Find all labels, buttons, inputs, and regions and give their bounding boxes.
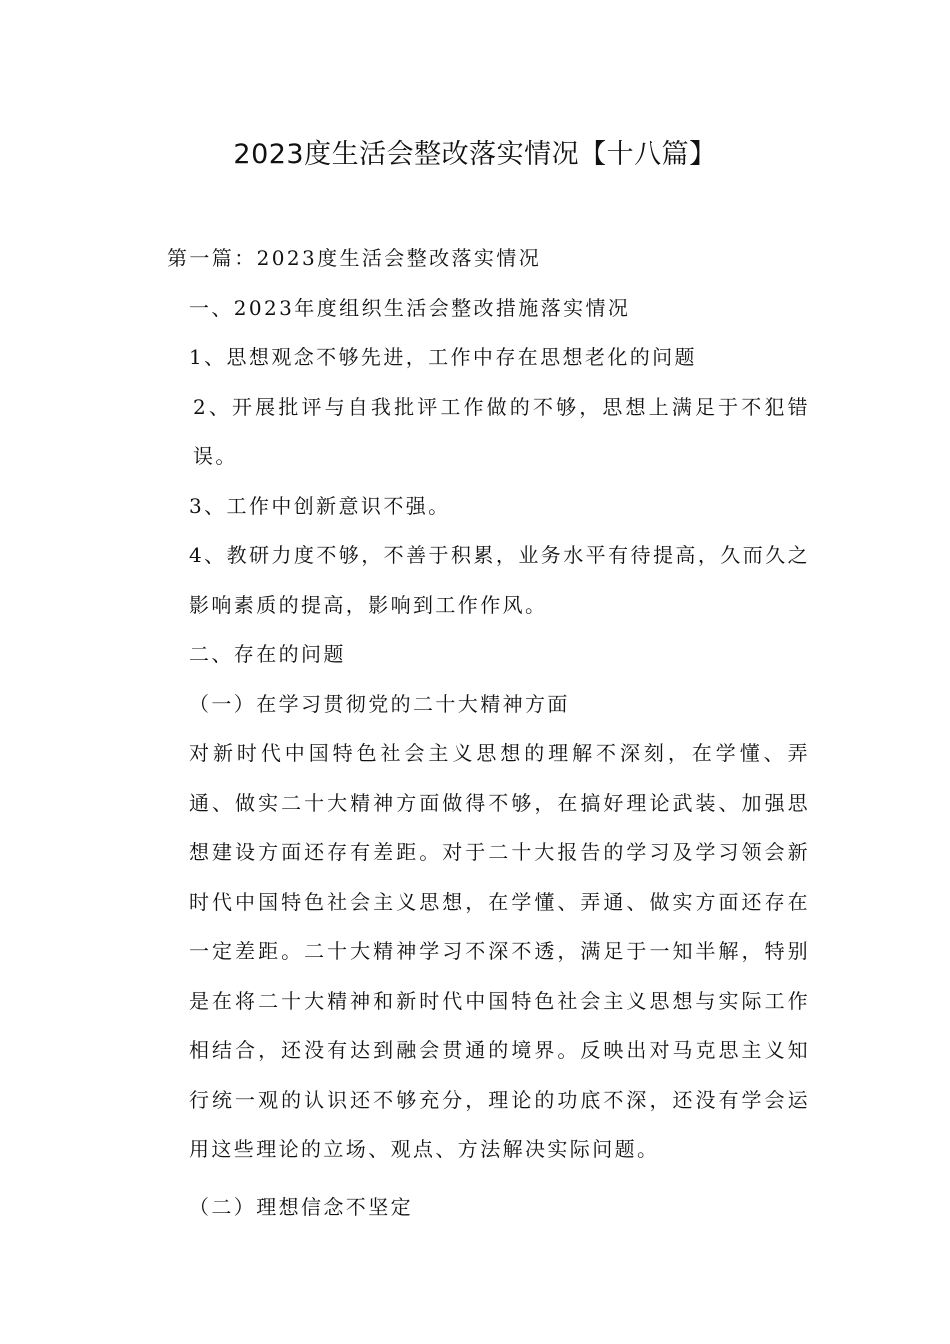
paragraph-item-3: 3、工作中创新意识不强。: [189, 493, 451, 518]
paragraph-subsection-heading-1: （一）在学习贯彻党的二十大精神方面: [189, 691, 570, 716]
paragraph-section-heading-2: 二、存在的问题: [189, 642, 346, 666]
document-title: 2023度生活会整改落实情况【十八篇】: [233, 139, 717, 170]
paragraph-chapter-heading: 第一篇：2023度生活会整改落实情况: [167, 246, 542, 270]
paragraph-item-4: 4、教研力度不够，不善于积累，业务水平有待提高，久而久之影响素质的提高，影响到工作作风。: [189, 543, 810, 617]
document-body: [145, 234, 810, 1232]
paragraph-body-text: 对新时代中国特色社会主义思想的理解不深刻，在学懂、弄通、做实二十大精神方面做得不够，在搞好理论武装、加强思想建设方面还存有差距。对于二十大报告的学习及学习领会新时代中国特色社会主义思想，在学懂、弄通、做实方面还存在一定差距。二十大精神学习不深不透，满足于一知半解，特别是在将二十大精神和新时代中国特色社会主义思想与实际工作相结合，还没有达到融会贯通的境界。反映出对马克思主义知行统一观的认识还不够充分，理论的功底不深，还没有学会运用这些理论的立场、观点、方法解决实际问题。: [189, 741, 810, 1161]
paragraph-subsection-heading-2: （二）理想信念不坚定: [189, 1194, 413, 1219]
paragraph-item-2: 2、开展批评与自我批评工作做的不够，思想上满足于不犯错误。: [193, 394, 810, 468]
paragraph-section-heading-1: 一、2023年度组织生活会整改措施落实情况: [189, 295, 631, 320]
paragraph-item-1: 1、思想观念不够先进，工作中存在思想老化的问题: [189, 345, 697, 369]
paragraph-gap: [145, 1175, 810, 1183]
